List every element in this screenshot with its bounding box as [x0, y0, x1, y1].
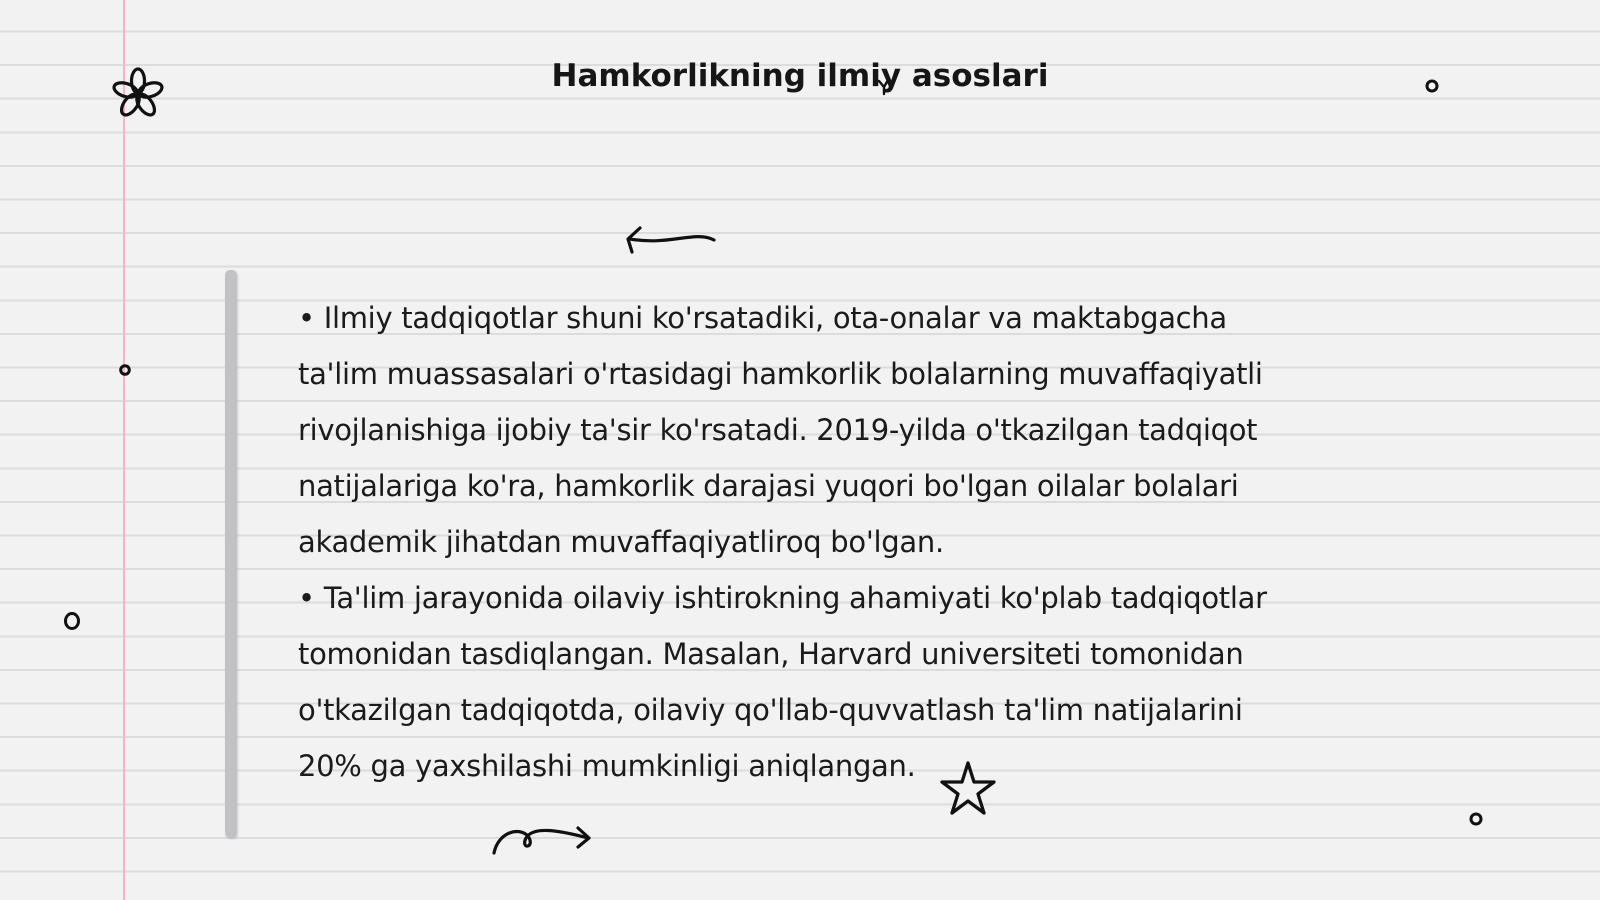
bullet-paragraph: • Ilmiy tadqiqotlar shuni ko'rsatadiki, ota-onalar va maktabgacha ta'lim muassasalari o'rtasidagi hamkorlik bolalarning muvaffaqiyatli rivojlanishiga ijobiy ta'sir ko'rsatadi. 2019-yilda o'tkazilgan tadqiqot natijalariga ko'ra, hamkorlik darajasi yuqori bo'lgan oilalar bolalari akademik jihatdan muvaffaqiyatliroq bo'lgan.: [298, 301, 1263, 559]
bullet-paragraph: • Ta'lim jarayonida oilaviy ishtirokning ahamiyati ko'plab tadqiqotlar tomonidan tasdiqlangan. Masalan, Harvard universiteti tomonidan o'tkazilgan tadqiqotda, oilaviy qo'llab-quvvatlash ta'lim natijalarini 20% ga yaxshilashi mumkinligi aniqlangan.: [298, 581, 1267, 783]
slide-title: Hamkorlikning ilmiy asoslari: [551, 58, 1049, 94]
small-circle-icon: [1467, 810, 1485, 828]
curly-arrow-icon: [488, 818, 598, 858]
body-text: [298, 290, 1308, 794]
flower-icon: [109, 66, 167, 122]
tick-doodle-icon: [876, 76, 892, 98]
arrow-left-icon: [620, 224, 720, 256]
star-icon: [938, 760, 998, 816]
margin-dot-icon: [117, 362, 133, 378]
quote-bar: [225, 270, 237, 838]
small-circle-icon: [1423, 77, 1441, 95]
notebook-margin-line: [123, 0, 125, 900]
circle-icon: [61, 610, 83, 632]
